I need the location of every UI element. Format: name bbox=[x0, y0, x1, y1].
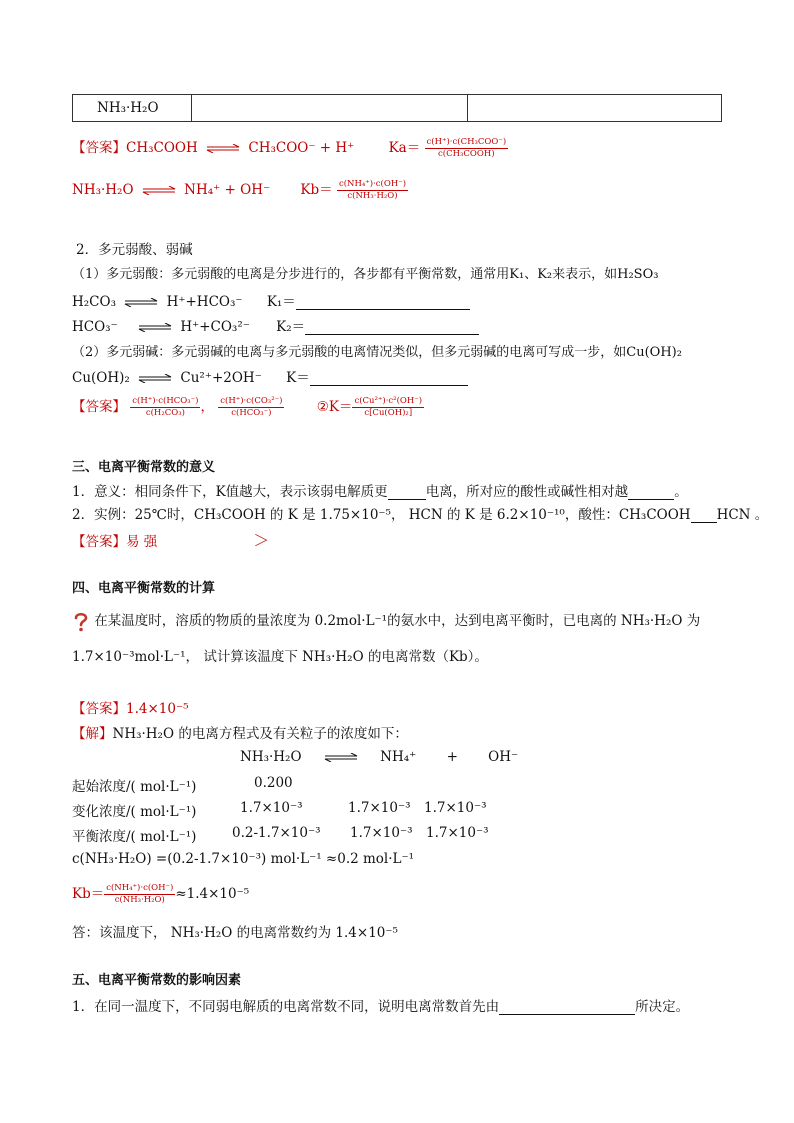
kb-fraction: $\frac{\text{c(NH₄⁺)·c(OH⁻)}}{\text{c(NH₃·H₂O)}}$ bbox=[338, 179, 407, 201]
table-row bbox=[73, 95, 722, 122]
table-cell-compound: NH₃·H₂O bbox=[73, 95, 192, 122]
reaction-row-3: Cu(OH)₂ Cu²⁺+2OH⁻ K＝ bbox=[72, 366, 468, 386]
conc-row-equilibrium: 平衡浓度/( mol·L⁻¹) 0.2-1.7×10⁻³ 1.7×10⁻³ 1.7×10⁻³ bbox=[72, 825, 489, 845]
reaction-row-1: H₂CO₃ H⁺+HCO₃⁻ K₁＝ bbox=[72, 290, 470, 310]
approx-line: c(NH₃·H₂O) =(0.2-1.7×10⁻³) mol·L⁻¹ ≈0.2 mol·L⁻¹ bbox=[72, 851, 415, 867]
answer1-base-line bbox=[72, 178, 408, 201]
sec2-answer: 【答案】 $\frac{\text{c(H⁺)·c(HCO₃⁻)}}{\text{c(H₂CO₃)}}$ ， $\frac{\text{c(H⁺)·c(CO₃²⁻)}}{\text{c(HCO₃⁻)}}$ ②K＝ $\frac{\text{c(Cu²⁺)·c²(OH⁻)}}{\text{c[Cu(OH)₂]}}$ bbox=[72, 396, 423, 418]
blank-compare bbox=[691, 508, 717, 523]
question-line2: 1.7×10⁻³mol·L⁻¹， 试计算该温度下 NH₃·H₂O 的电离常数（Kb）。 bbox=[72, 649, 488, 665]
sec2-title: 2．多元弱酸、弱碱 bbox=[76, 242, 193, 258]
acid-right: CH₃COO⁻ + H⁺ bbox=[248, 140, 355, 156]
base-left: NH₃·H₂O bbox=[72, 182, 134, 198]
blank-k2 bbox=[305, 320, 479, 335]
table-cell-2 bbox=[192, 95, 468, 122]
sec2-p2: （2）多元弱碱：多元弱碱的电离与多元弱酸的电离情况类似，但多元弱碱的电离可写成一步，如Cu(OH)₂ bbox=[72, 345, 682, 360]
conclusion-line: 答：该温度下， NH₃·H₂O 的电离常数约为 1.4×10⁻⁵ bbox=[72, 925, 398, 941]
solution-intro: 【解】NH₃·H₂O 的电离方程式及有关粒子的浓度如下： bbox=[72, 726, 408, 742]
answer-tag: 【答案】 bbox=[72, 140, 126, 156]
equilibrium-arrow-icon bbox=[138, 323, 172, 332]
conc-row-change: 变化浓度/( mol·L⁻¹) 1.7×10⁻³ 1.7×10⁻³ 1.7×10⁻³ bbox=[72, 800, 487, 820]
base-right: NH₄⁺ + OH⁻ bbox=[184, 182, 271, 198]
kb-result-line: Kb＝ $\frac{\text{c(NH₄⁺)·c(OH⁻)}}{\text{c(NH₃·H₂O)}}$ ≈1.4×10⁻⁵ bbox=[72, 883, 250, 905]
sec3-answer: 【答案】易 强 ＞ bbox=[72, 531, 270, 550]
equilibrium-arrow-icon bbox=[138, 374, 172, 383]
sec4-title: 四、电离平衡常数的计算 bbox=[72, 581, 216, 596]
question-line1: 在某温度时，溶质的物质的量浓度为 0.2mol·L⁻¹的氨水中，达到电离平衡时，已电离的 NH₃·H₂O 为 bbox=[72, 609, 700, 632]
sec5-title: 五、电离平衡常数的影响因素 bbox=[72, 973, 242, 988]
sec5-line1: 1．在同一温度下，不同弱电解质的电离常数不同，说明电离常数首先由 所决定。 bbox=[72, 999, 690, 1015]
equilibrium-arrow-icon bbox=[206, 144, 240, 153]
blank-k1 bbox=[296, 295, 470, 310]
sec3-title: 三、电离平衡常数的意义 bbox=[72, 460, 216, 475]
blank-strong bbox=[628, 485, 674, 500]
kb-label: Kb＝ bbox=[300, 182, 333, 198]
sec3-line2: 2．实例：25℃时，CH₃COOH 的 K 是 1.75×10⁻⁵， HCN 的 K 是 6.2×10⁻¹⁰，酸性：CH₃COOH HCN 。 bbox=[72, 507, 769, 523]
solution-equation: NH₃·H₂O NH₄⁺ + OH⁻ bbox=[240, 749, 519, 765]
k2-fraction: $\frac{\text{c(H⁺)·c(CO₃²⁻)}}{\text{c(HCO₃⁻)}}$ bbox=[220, 396, 283, 418]
blank-easy bbox=[388, 485, 426, 500]
sec3-line1: 1．意义：相同条件下，K值越大，表示该弱电解质更 电离，所对应的酸性或碱性相对越 。 bbox=[72, 484, 688, 500]
blank-k bbox=[310, 371, 468, 386]
equilibrium-arrow-icon bbox=[142, 186, 176, 195]
equilibrium-arrow-icon bbox=[124, 298, 158, 307]
acid-left: CH₃COOH bbox=[126, 140, 198, 156]
sec4-answer: 【答案】1.4×10⁻⁵ bbox=[72, 701, 189, 717]
ka-label: Ka＝ bbox=[388, 140, 421, 156]
k3-fraction: $\frac{\text{c(Cu²⁺)·c²(OH⁻)}}{\text{c[Cu(OH)₂]}}$ bbox=[354, 396, 423, 418]
answer1-acid-line bbox=[72, 136, 508, 159]
equilibrium-arrow-icon bbox=[324, 753, 358, 762]
blank-nature bbox=[499, 1000, 635, 1015]
table-cell-3 bbox=[468, 95, 722, 122]
question-icon bbox=[72, 612, 90, 632]
kb-calc-fraction: $\frac{\text{c(NH₄⁺)·c(OH⁻)}}{\text{c(NH₃·H₂O)}}$ bbox=[106, 883, 174, 905]
sec2-p1: （1）多元弱酸：多元弱酸的电离是分步进行的，各步都有平衡常数，通常用K₁、K₂来表示，如H₂SO₃ bbox=[72, 267, 659, 282]
reaction-row-2: HCO₃⁻ H⁺+CO₃²⁻ K₂＝ bbox=[72, 315, 479, 335]
k1-fraction: $\frac{\text{c(H⁺)·c(HCO₃⁻)}}{\text{c(H₂CO₃)}}$ bbox=[132, 396, 199, 418]
ka-fraction: $\frac{\text{c(H⁺)·c(CH₃COO⁻)}}{\text{c(CH₃COOH)}}$ bbox=[426, 137, 507, 159]
compound-table bbox=[72, 94, 722, 122]
conc-row-initial: 起始浓度/( mol·L⁻¹) 0.200 bbox=[72, 775, 293, 795]
